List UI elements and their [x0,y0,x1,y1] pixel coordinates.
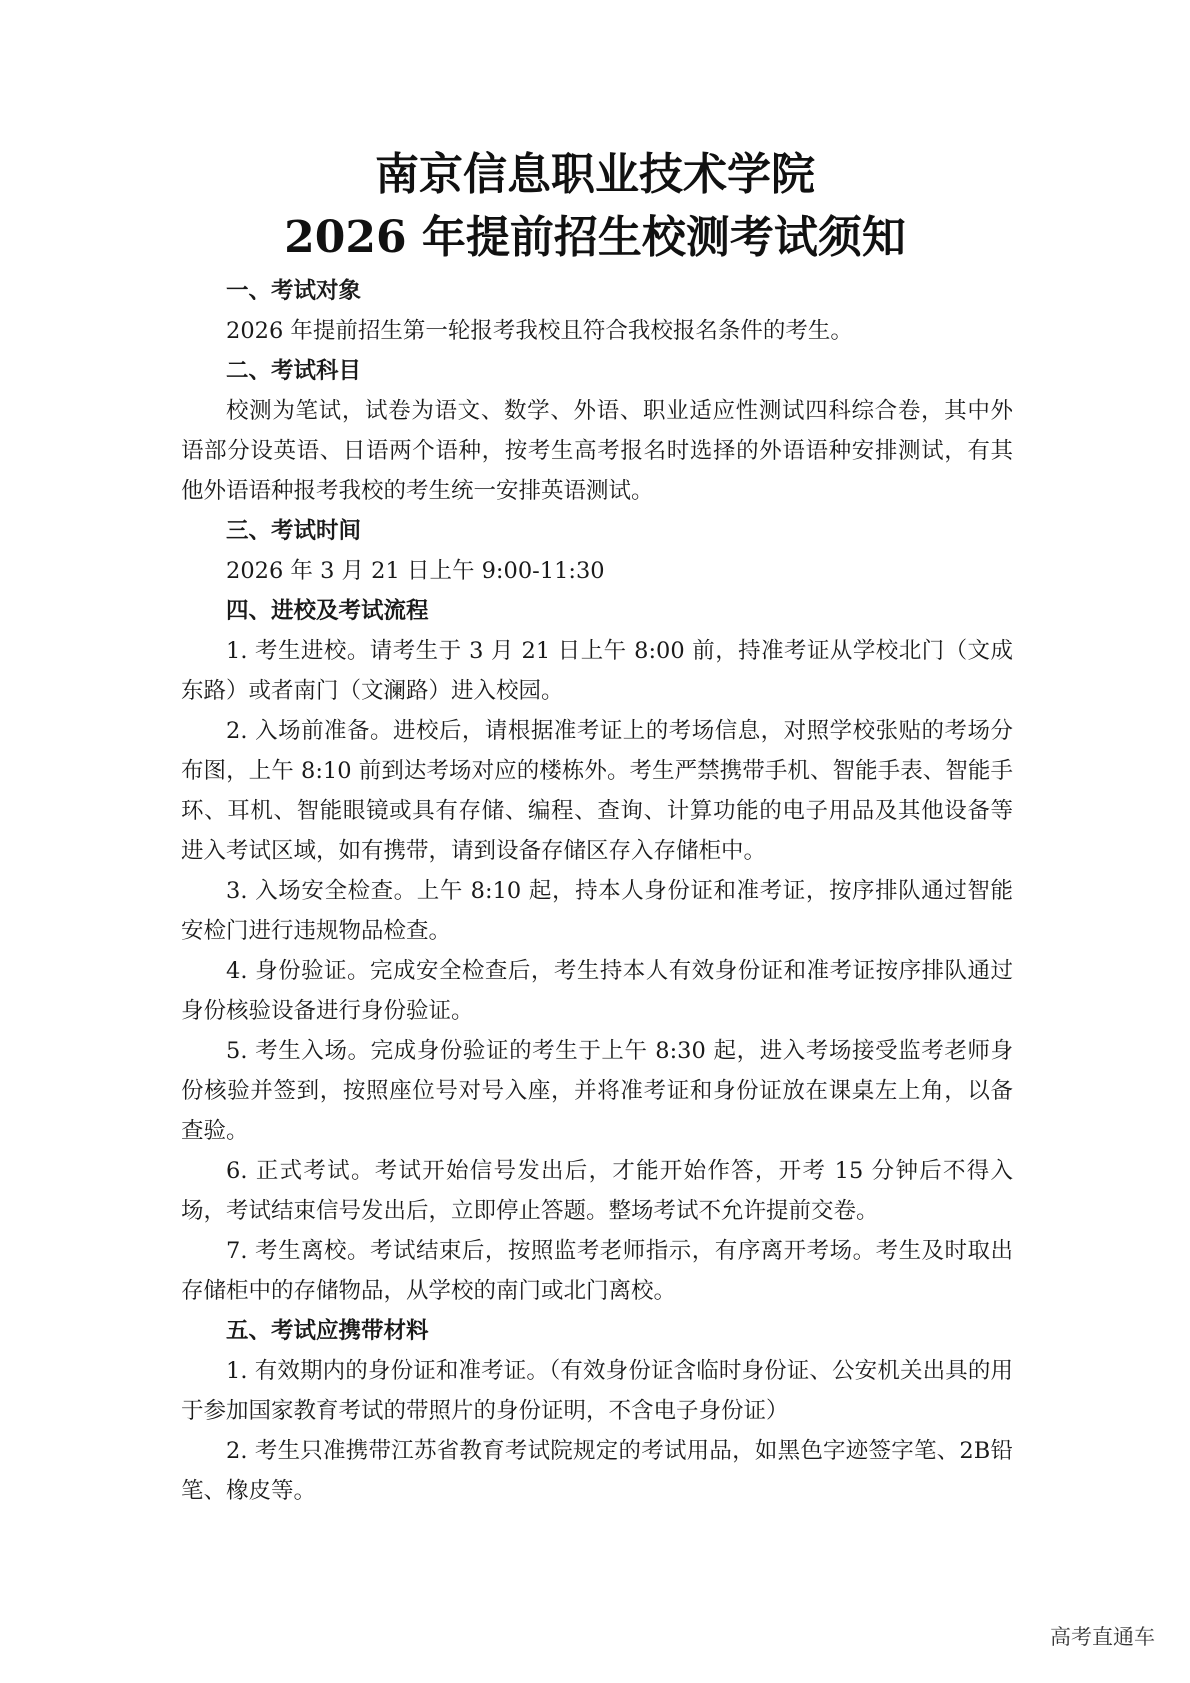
process-step: 4. 身份验证。完成安全检查后，考生持本人有效身份证和准考证按序排队通过身份核验设备进行身份验证。 [181,958,1013,1024]
process-step: 7. 考生离校。考试结束后，按照监考老师指示，有序离开考场。考生及时取出存储柜中的存储物品，从学校的南门或北门离校。 [181,1238,1013,1304]
section-paragraph: 校测为笔试，试卷为语文、数学、外语、职业适应性测试四科综合卷，其中外语部分设英语、日语两个语种，按考生高考报名时选择的外语语种安排测试，有其他外语语种报考我校的考生统一安排英语测试。 [181,398,1013,504]
process-step: 5. 考生入场。完成身份验证的考生于上午 8:30 起，进入考场接受监考老师身份核验并签到，按照座位号对号入座，并将准考证和身份证放在课桌左上角，以备查验。 [181,1038,1013,1144]
process-step: 1. 考生进校。请考生于 3 月 21 日上午 8:00 前，持准考证从学校北门（文成东路）或者南门（文澜路）进入校园。 [181,638,1013,704]
section-heading-exam-target: 一、考试对象 [226,278,362,304]
section-heading-exam-time: 三、考试时间 [226,518,362,544]
section-heading-exam-process: 四、进校及考试流程 [226,598,429,624]
source-watermark: 高考直通车 [1050,1625,1155,1649]
section-heading-exam-subjects: 二、考试科目 [226,358,362,384]
document-title-notice: 2026 年提前招生校测考试须知 [284,212,906,263]
document-body [181,271,1013,1511]
process-step: 3. 入场安全检查。上午 8:10 起，持本人身份证和准考证，按序排队通过智能安检门进行违规物品检查。 [181,878,1013,944]
section-heading-required-materials: 五、考试应携带材料 [226,1318,429,1344]
material-item: 1. 有效期内的身份证和准考证。（有效身份证含临时身份证、公安机关出具的用于参加国家教育考试的带照片的身份证明，不含电子身份证） [181,1358,1013,1424]
process-step: 6. 正式考试。考试开始信号发出后，才能开始作答，开考 15 分钟后不得入场，考试结束信号发出后，立即停止答题。整场考试不允许提前交卷。 [181,1158,1013,1224]
section-paragraph: 2026 年 3 月 21 日上午 9:00-11:30 [226,558,605,584]
process-step: 2. 入场前准备。进校后，请根据准考证上的考场信息，对照学校张贴的考场分布图，上午 8:10 前到达考场对应的楼栋外。考生严禁携带手机、智能手表、智能手环、耳机、智能眼镜或具有存储、编程、查询、计算功能的电子用品及其他设备等进入考试区域，如有携带，请到设备存储区存入存储柜中。 [181,718,1013,864]
material-item: 2. 考生只准携带江苏省教育考试院规定的考试用品，如黑色字迹签字笔、2B铅笔、橡皮等。 [181,1438,1013,1504]
document-title-school: 南京信息职业技术学院 [375,149,815,200]
section-paragraph: 2026 年提前招生第一轮报考我校且符合我校报名条件的考生。 [226,318,853,344]
